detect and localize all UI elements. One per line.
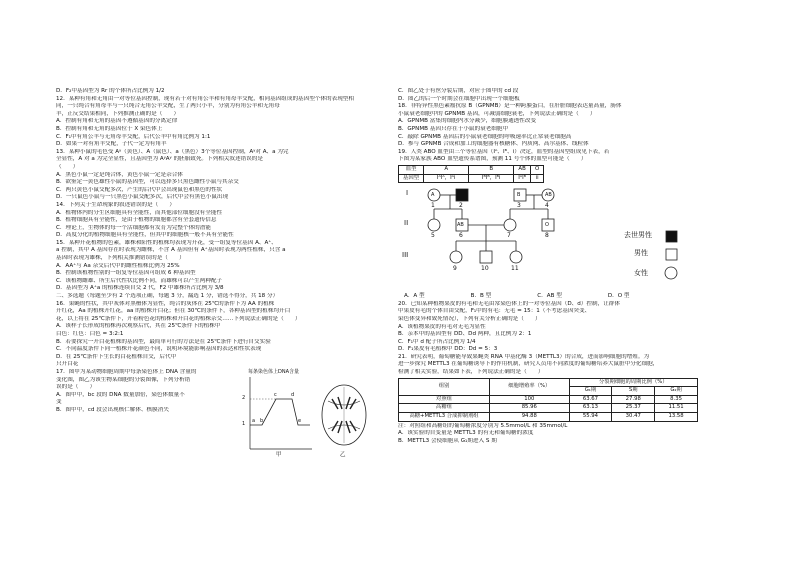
ind-1: 1 — [431, 202, 435, 210]
table-cell: 100 — [490, 395, 570, 404]
blood-type-table — [398, 165, 544, 183]
question-17 — [56, 369, 376, 461]
table-row — [399, 413, 698, 422]
blood-label-ab-ii: AB — [457, 222, 464, 229]
text-line: B．欲鉴定一黄色雄性小鼠的基因型，可以选择多只黑色雌性小鼠与其杂交 — [56, 179, 239, 186]
gen-label-1: I — [406, 189, 409, 198]
text-line: 同，一只纯合有角母羊与一只纯合无角公羊交配，生了两只小羊，分别为有角公羊和无角母 — [56, 103, 280, 110]
text-line: A．图甲中，bc 段的 DNA 数量加倍，染色体数量不 — [56, 391, 185, 398]
table-cell: B — [469, 165, 514, 174]
table-row — [399, 404, 698, 413]
text-line: 基因时表现为雄株，下列相关推测错误的是（ ） — [56, 255, 185, 262]
text-line: C．F₁中有角公羊与无角母羊交配，后代公羊中有角比例为 1:1 — [56, 133, 211, 140]
gen-label-2: II — [404, 219, 409, 228]
text-line: A．该样子长形成的植株再次观察后代，其在 25℃条件下的植株中 — [56, 323, 221, 330]
text-line: 注：对照组和高糖组的葡萄糖浓度分别为 5.5mmol/L 和 35mmol/L — [398, 422, 568, 429]
right-column — [398, 88, 728, 445]
text-line: B．亲本中的基因型有 DD、Dd 两种，且比例为 2：1 — [398, 331, 532, 338]
text-line: B．控制有角和无角的基因位于 X 染色体上 — [56, 125, 163, 132]
text-line: A．黑色小鼠一定是纯合体，黄色小鼠一定是杂合体 — [56, 171, 183, 178]
graph-point-c: c — [274, 391, 277, 398]
text-line: 18．非特异性黑色素瘤抗原 B（GPNMB）是一种跨膜蛋白，在肝脏细胞表达量高量，肠体 — [398, 103, 622, 110]
table-cell: 11.51 — [655, 404, 698, 413]
text-line: A．该实验的自变量是 METTL3 的有无和葡萄糖的浓度 — [398, 430, 534, 437]
text-line: 进一步探究 METTL3 在葡萄糖诱导下的作用机制，研究人员用不同浓度的葡萄糖培养大鼠脏中分化细胞， — [398, 361, 659, 368]
right-question-text-bottom — [398, 423, 728, 446]
table-cell: AB — [514, 165, 531, 174]
text-line: 白色：红色：白色 = 3:2:1 — [56, 331, 124, 337]
table-cell: 94.88 — [490, 413, 570, 422]
graph-point-e: e — [298, 417, 302, 424]
blood-label-a: A — [431, 192, 435, 199]
text-line: A．GPNMB 富集的细胞内水分减少，细胞膜通透性改变 — [398, 118, 537, 125]
text-line: 中果皮有毛的个体自由交配，F₁中的有毛：无毛 = 15：1（不考虑基因突变、 — [398, 308, 591, 315]
blood-label-o: O — [545, 222, 549, 229]
text-line: A．植物体内的分生区细胞具有全能性，而其他部位细胞没有全能性 — [56, 209, 223, 216]
pedigree-svg — [398, 185, 728, 293]
text-line: B．图甲中，cd 段会出现核仁解体、核膜消失 — [56, 406, 169, 413]
graph-caption: 甲 — [276, 451, 282, 458]
text-line: C．该植物雌雄、所生后代性状比例不同，而雄株可以产生两种配子 — [56, 277, 223, 284]
table-row — [399, 174, 544, 183]
option-b: B．B 型 — [470, 293, 492, 300]
text-line: A．控制有角和无角的基因不遵循基因的分离定律 — [56, 118, 178, 125]
question-17-figure — [56, 369, 376, 461]
text-line: 小鼠衰老细胞中的 GPNMB 基因，可减弱细胞衰老，下列说法正确的是（ ） — [398, 110, 596, 117]
table-cell: 63.67 — [569, 395, 612, 404]
graph-point-a: a — [252, 417, 256, 424]
text-line: 17．图甲为某动物细胞周期中每条染色体上 DNA 含量的 — [56, 368, 197, 375]
text-line: D．在 25℃条件下生长的白花植株自交，后代中 — [56, 353, 177, 360]
table-cell: 高糖+METTL3 合成抑制剂组 — [399, 413, 490, 422]
text-line: 12．某种有角和无角由一对等位基因控制，现有若干对有角公羊和有角母羊交配，相同基因组成的基因型个体的表现型相 — [56, 95, 354, 102]
question-17-text — [56, 369, 234, 415]
table-cell: 25.37 — [612, 404, 655, 413]
text-line: 误的是（ ） — [56, 384, 96, 391]
table-cell: 30.47 — [612, 413, 655, 422]
graph-title: 每条染色体上DNA含量 — [248, 368, 300, 375]
ind-6: 6 — [459, 232, 463, 240]
legend-male: 男性 — [634, 249, 648, 258]
q19-options — [398, 293, 728, 301]
ind-11: 11 — [511, 265, 519, 273]
blood-label-b: B — [517, 192, 521, 199]
table-cell: 85.96 — [490, 404, 570, 413]
ind-3: 3 — [517, 202, 521, 210]
text-line: C．F₁中 d 配子所占比例为 1/4 — [398, 338, 476, 345]
text-line: B．控制该植物性别的一组复等位基因可组成 6 种基因型 — [56, 270, 196, 277]
table-row — [399, 395, 698, 404]
table-cell: 13.58 — [655, 413, 698, 422]
option-a: A．A 型 — [404, 293, 425, 300]
text-line: 全显性，A 对 a 为完全显性，且基因型为 AʸAʸ 的胚胎致死。下列相关叙述错误的是 — [56, 156, 263, 163]
text-line: B．植物细胞具有全能性，是由于植物的细胞都含有全套遗传信息 — [56, 217, 217, 224]
text-line: D．高度分化的植物细胞具有全能性，但其中的细胞核一般不具有全能性 — [56, 232, 234, 239]
text-line: 变 — [56, 399, 62, 406]
table-cell: ii — [531, 174, 544, 183]
table-cell: 55.94 — [569, 413, 612, 422]
text-line: 变化图，图乙为该生物某细胞的分裂图像，下列分析错 — [56, 376, 191, 383]
text-line: 19．人类 ABO 血型由三个等位基因（Iᴬ、Iᴮ、i）决定，血型的基因型组成见下表，若 — [398, 148, 610, 155]
cell-svg — [318, 379, 370, 451]
pedigree-chart — [398, 185, 728, 293]
text-line: C．不同温度条件下同一植株开花颜色不同，说明环境能影响基因的表达和性状表现 — [56, 346, 262, 353]
table-cell: 27.98 — [612, 395, 655, 404]
table-header: 分裂期细胞的周期比例（%） — [569, 378, 697, 387]
table-header: 细胞增殖率（%） — [490, 378, 570, 395]
text-line: D．一只鼠色小鼠与一只黑色小鼠交配多次，后代中会有黑色小鼠出现 — [56, 194, 229, 201]
text-line: （ ） — [56, 163, 79, 170]
text-line: D．F₁果皮有毛植株中 DD：Dd = 5：3 — [398, 346, 498, 353]
graph-y-label-2: 2 — [242, 394, 246, 401]
ind-10: 10 — [481, 265, 489, 273]
ind-7: 7 — [507, 232, 511, 240]
table-cell: 血型 — [399, 165, 424, 174]
table-cell: 63.13 — [569, 404, 612, 413]
text-line: 下图为某家族 ABO 血型遗传系谱图，预测 11 号个体的血型可能是（ ） — [398, 156, 587, 163]
text-line: 16．果蝇的性状，其中灰体对黑檀体为显性，纯合的灰体在 25℃的条件下为 AA 的植株 — [56, 300, 275, 307]
text-line: 开红花，Aa 的植株开红花，aa 的植株开白花；但在 30℃的条件下，各种基因型的植株均开白 — [56, 308, 291, 315]
option-d: D．O 型 — [607, 293, 630, 300]
text-line: C．图乙处于有丝分裂后期，对应于图甲的 cd 段 — [398, 88, 519, 94]
dna-content-graph — [236, 369, 316, 459]
table-cell: 高糖组 — [399, 404, 490, 413]
text-line: 21．研究表明，葡萄糖能导致果蝇类 RNA 甲基化酶 3（METTL3）的合成，进而影响细胞的增殖。为 — [398, 353, 650, 360]
legend-female: 女性 — [634, 269, 648, 278]
ind-8: 8 — [545, 232, 549, 240]
option-c: C．AB 型 — [537, 293, 562, 300]
graph-y-label-1: 1 — [242, 420, 246, 427]
ind-5: 5 — [431, 232, 435, 240]
cell-caption: 乙 — [340, 451, 346, 458]
right-question-text — [398, 88, 728, 164]
text-line: C．两只黄色小鼠交配多次，产生的后代中会出现鼠色和黑色的性状 — [56, 186, 223, 193]
left-column — [56, 88, 376, 461]
table-row — [399, 165, 544, 174]
text-line: B．GPNMB 基因只存在于小鼠的衰老细胞中 — [398, 125, 509, 132]
ind-4: 4 — [545, 202, 549, 210]
text-line: a 控制，其中 A 基因存在时表现为雌株，不含 A 基因但有 A⁺基因时表现为两性植株，只含 a — [56, 247, 286, 254]
table-cell: IᴮIᴮ，Iᴮi — [469, 174, 514, 183]
legend-deceased-male: 去世男性 — [624, 231, 652, 240]
text-line: 13．某种小鼠的毛色受 Aʸ（黄色）、A（鼠色）、a（黑色）3个等位基因控制，Aʸ对 A、a 为完 — [56, 148, 289, 155]
text-line: D．图乙的后一个时期会在细胞中出现一个细胞板 — [398, 95, 520, 102]
graph-point-d: d — [291, 391, 295, 398]
text-line: 花，以上将在 25℃条件下，开着粉色花的植株和开白花的植株杂交……下列说法正确的是（ ） — [56, 315, 301, 322]
left-question-text — [56, 88, 376, 369]
text-line: D．F₂中基因型为 Rr 的个体所占比例为 1/2 — [56, 88, 165, 94]
text-line: 15．某种开花植物的色素，雄株和阳性的植株均表现为开花，受一组复等位基因 A、A⁺、 — [56, 239, 277, 246]
cell-division-figure — [318, 379, 370, 459]
table-cell: IᴬIᴬ，Iᴬi — [424, 174, 469, 183]
text-line: 只开白花 — [56, 361, 79, 368]
table-cell: IᴬIᴮ — [514, 174, 531, 183]
ind-2: 2 — [459, 202, 463, 210]
ind-9: 9 — [453, 265, 457, 273]
text-line: D．基因型为 A⁺a 的植株连续自交 2 代，F2 中雄株所占比例为 3/8 — [56, 285, 224, 292]
text-line: 染色体变异和致死情况），下列有关分析正确的是（ ） — [398, 315, 541, 322]
graph-point-b: b — [260, 417, 264, 424]
text-line: 20．已知某种植物果皮的有毛和无毛由常染色体上的一对等位基因（D、d）控制，让群体 — [398, 300, 620, 307]
text-line: A．该植物果皮的有毛对无毛为显性 — [398, 323, 486, 330]
gen-label-3: III — [402, 251, 409, 260]
table-cell: 基因型 — [399, 174, 424, 183]
text-line: 14．下列关于生命现象的叙述错误的是（ ） — [56, 201, 175, 208]
table-cell: O — [531, 165, 544, 174]
table-cell: 8.35 — [655, 395, 698, 404]
text-line: C．理论上，生物体的每一个活细胞都有发育为完整个体的潜能 — [56, 224, 211, 231]
table-cell: 对照组 — [399, 395, 490, 404]
table-header: G₂期 — [655, 387, 698, 396]
text-line: B．若要探究一开白花植株的基因型，最简单可行的方法是在 25℃条件下进行自交实验 — [56, 338, 271, 345]
table-header: G₁期 — [569, 387, 612, 396]
text-line: C．敲除 GPNMB 基因后的小鼠衰老细胞的呼吸速率比正常衰老细胞高 — [398, 133, 572, 140]
data-table-body — [399, 395, 698, 421]
text-line: D．参与 GPNMB 合成和加工的细胞器有核糖体、内质网、高尔基体、线粒体 — [398, 141, 589, 148]
table-header: 组别 — [399, 378, 490, 395]
table-cell: A — [424, 165, 469, 174]
data-table — [398, 378, 698, 422]
text-line: A．AA⁺与 Aa 杂交后代中的雌性植株比例为 25% — [56, 262, 180, 269]
text-line: D．如果一对有角羊交配，子代一定为有角羊 — [56, 141, 167, 148]
text-line: 羊，正反交结果相同，下列推测正确的是（ ） — [56, 110, 180, 117]
right-question-text-mid — [398, 301, 728, 377]
dna-graph-svg — [236, 369, 316, 459]
text-line: 检测了相关实验，结果如下表，下列说法正确的是（ ） — [398, 369, 544, 376]
text-line: 二、多选题（每题至少有 2 个选项正确，每题 3 分，漏选 1 分，错选不得分，共 18 分） — [56, 293, 279, 300]
text-line: B．METTL3 会使细胞从 G₁期进入 S 期 — [398, 437, 497, 444]
table-header: S期 — [612, 387, 655, 396]
blood-label-ab: AB — [545, 192, 552, 199]
table-row — [399, 378, 698, 387]
